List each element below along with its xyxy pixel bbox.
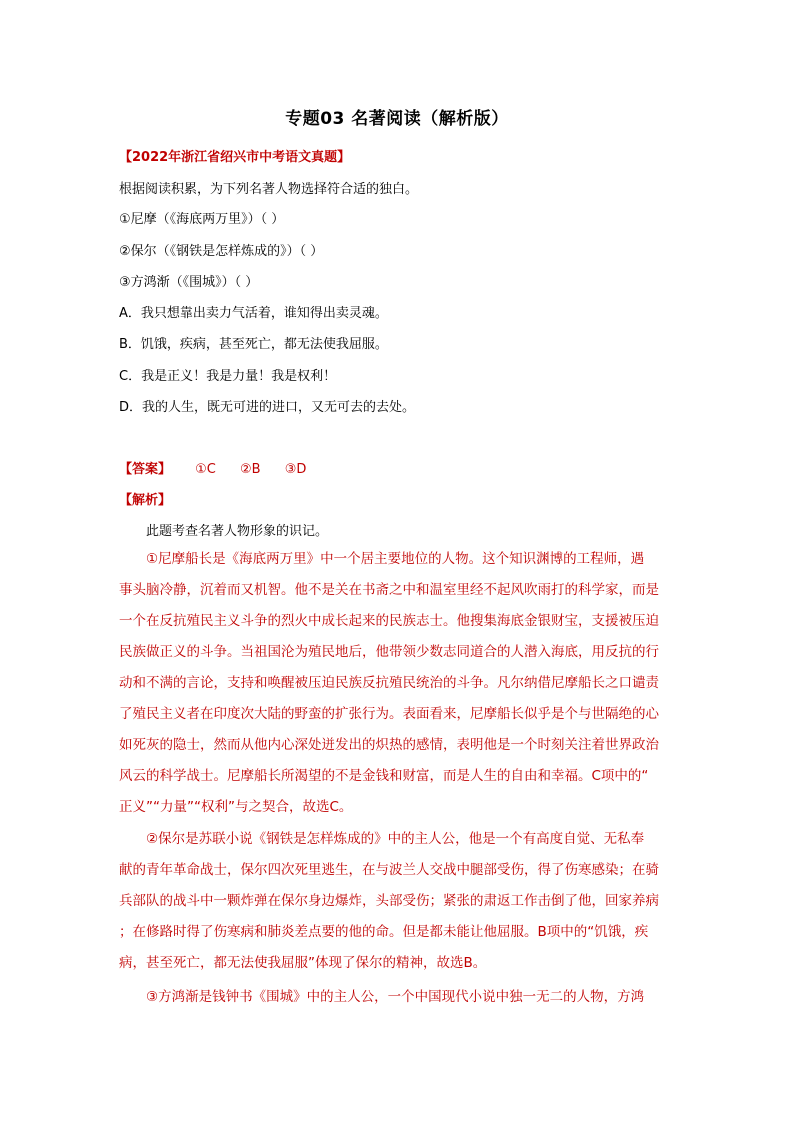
- analysis-paragraph-1: [119, 544, 679, 823]
- question-item-2: ②保尔（《钢铁是怎样炼成的》）（ ）: [119, 244, 324, 259]
- option-c: C．我是正义！我是力量！我是权利！: [119, 369, 337, 384]
- question-item-1: ①尼摩（《海底两万里》）（ ）: [119, 212, 285, 227]
- p3-line: ③方鸿渐是钱钟书《围城》中的主人公，一个中国现代小说中独一无二的人物，方鸿: [146, 989, 645, 1005]
- answer-part-2: ②B: [240, 462, 261, 477]
- analysis-intro: 此题考查名著人物形象的识记。: [146, 524, 329, 539]
- source-tag: 【2022年浙江省绍兴市中考语文真题】: [119, 150, 351, 165]
- p2-line: 病，甚至死亡，都无法使我屈服”体现了保尔的精神，故选B。: [119, 955, 487, 971]
- answer-row: [119, 458, 306, 477]
- answer-part-3: ③D: [284, 462, 307, 477]
- page-title: 专题03 名著阅读（解析版）: [285, 109, 509, 129]
- p2-line: ②保尔是苏联小说《钢铁是怎样炼成的》中的主人公，他是一个有高度自觉、无私奉: [146, 831, 645, 847]
- question-stem: 根据阅读积累，为下列名著人物选择符合适的独白。: [119, 182, 419, 197]
- option-d: D．我的人生，既无可进的进口，又无可去的去处。: [119, 400, 416, 415]
- p2-line: 兵部队的战斗中一颗炸弹在保尔身边爆炸，头部受伤；紧张的肃返工作击倒了他，回家养病: [119, 893, 659, 909]
- analysis-paragraph-3: [119, 982, 679, 1013]
- p2-line: 献的青年革命战士，保尔四次死里逃生，在与波兰人交战中腿部受伤，得了伤寒感染；在骑: [119, 862, 659, 878]
- p1-line: ①尼摩船长是《海底两万里》中一个居主要地位的人物。这个知识渊博的工程师，遇: [146, 551, 645, 567]
- p2-line: ；在修路时得了伤寒病和肺炎差点要的他的命。但是都未能让他屈服。B项中的“饥饿，疾: [119, 924, 649, 940]
- p1-line: 一个在反抗殖民主义斗争的烈火中成长起来的民族志士。他搜集海底金银财宝，支援被压迫: [119, 613, 659, 629]
- answer-label: 【答案】: [119, 462, 172, 477]
- p1-line: 风云的科学战士。尼摩船长所渴望的不是金钱和财富，而是人生的自由和幸福。C项中的“: [119, 768, 649, 784]
- p1-line: 民族做正义的斗争。当祖国沦为殖民地后，他带领少数志同道合的人潜入海底，用反抗的行: [119, 644, 659, 660]
- p1-line: 正义”“力量”“权利”与之契合，故选C。: [119, 799, 353, 815]
- p1-line: 如死灰的隐士，然而从他内心深处迸发出的炽热的感情，表明他是一个时刻关注着世界政治: [119, 737, 659, 753]
- question-item-3: ③方鸿渐（《围城》）（ ）: [119, 275, 259, 290]
- option-b: B．饥饿，疾病，甚至死亡，都无法使我屈服。: [119, 337, 388, 352]
- analysis-label: 【解析】: [119, 493, 172, 508]
- p1-line: 事头脑冷静，沉着而又机智。他不是关在书斋之中和温室里经不起风吹雨打的科学家，而是: [119, 582, 659, 598]
- option-a: A．我只想靠出卖力气活着，谁知得出卖灵魂。: [119, 306, 388, 321]
- analysis-paragraph-2: [119, 824, 679, 979]
- p1-line: 动和不满的言论，支持和唤醒被压迫民族反抗殖民统治的斗争。凡尔纳借尼摩船长之口谴责: [119, 675, 659, 691]
- p1-line: 了殖民主义者在印度次大陆的野蛮的扩张行为。表面看来，尼摩船长似乎是个与世隔绝的心: [119, 706, 659, 722]
- answer-part-1: ①C: [195, 462, 216, 477]
